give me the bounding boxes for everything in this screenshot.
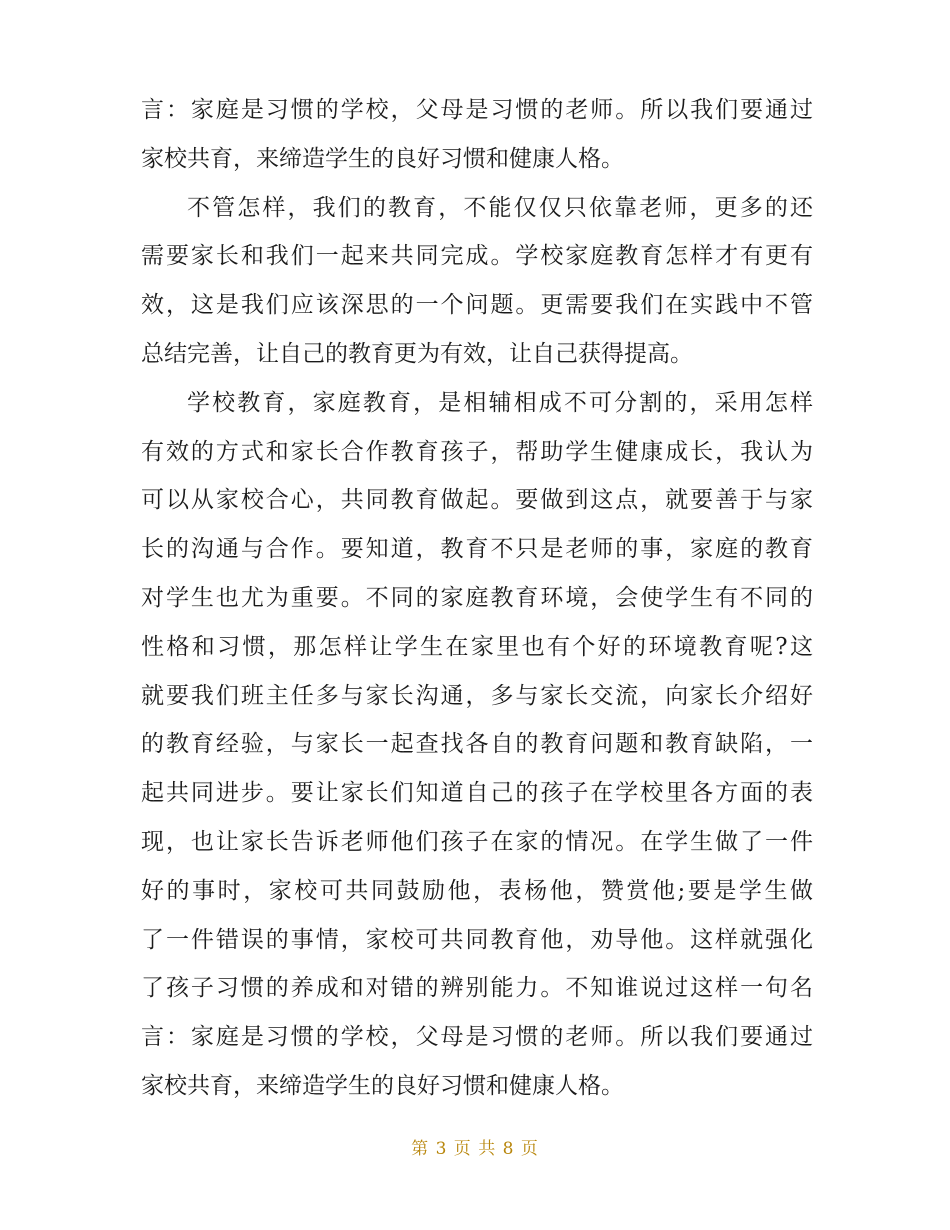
paragraph-line: 的教育经验，与家长一起查找各自的教育问题和教育缺陷，一 [141,731,813,758]
paragraph [141,86,813,184]
paragraph [141,184,813,379]
paragraph-line: 好的事时，家校可共同鼓励他，表杨他，赞赏他;要是学生做 [141,877,813,904]
paragraph-line: 家校共育，来缔造学生的良好习惯和健康人格。 [141,145,624,172]
paragraph-line: 了一件错误的事情，家校可共同教育他，劝导他。这样就强化 [141,926,813,953]
paragraph-line: 性格和习惯，那怎样让学生在家里也有个好的环境教育呢?这 [141,633,813,660]
paragraph-line: 现，也让家长告诉老师他们孩子在家的情况。在学生做了一件 [141,828,813,855]
paragraph-line: 言：家庭是习惯的学校，父母是习惯的老师。所以我们要通过 [141,97,813,123]
paragraph-line: 起共同进步。要让家长们知道自己的孩子在学校里各方面的表 [141,780,813,807]
paragraph-line: 家校共育，来缔造学生的良好习惯和健康人格。 [141,1072,624,1099]
paragraph-line: 效，这是我们应该深思的一个问题。更需要我们在实践中不管 [141,292,813,319]
paragraph-line: 总结完善，让自己的教育更为有效，让自己获得提高。 [141,340,693,367]
paragraph-line: 学校教育，家庭教育，是相辅相成不可分割的，采用怎样 [187,389,813,416]
paragraph-line: 就要我们班主任多与家长沟通，多与家长交流，向家长介绍好 [141,682,813,709]
paragraph [141,379,813,1111]
paragraph-line: 长的沟通与合作。要知道，教育不只是老师的事，家庭的教育 [141,536,813,563]
document-body [141,86,813,1111]
paragraph-line: 了孩子习惯的养成和对错的辨别能力。不知谁说过这样一句名 [141,975,813,1002]
paragraph-line: 可以从家校合心，共同教育做起。要做到这点，就要善于与家 [141,487,813,514]
paragraph-line: 言：家庭是习惯的学校，父母是习惯的老师。所以我们要通过 [141,1024,813,1051]
paragraph-line: 需要家长和我们一起来共同完成。学校家庭教育怎样才有更有 [141,243,813,270]
paragraph-line: 不管怎样，我们的教育，不能仅仅只依靠老师，更多的还 [187,194,813,221]
paragraph-line: 有效的方式和家长合作教育孩子，帮助学生健康成长，我认为 [141,438,813,465]
page-number-footer: 第 3 页 共 8 页 [411,1139,539,1159]
paragraph-line: 对学生也尤为重要。不同的家庭教育环境，会使学生有不同的 [141,584,813,611]
